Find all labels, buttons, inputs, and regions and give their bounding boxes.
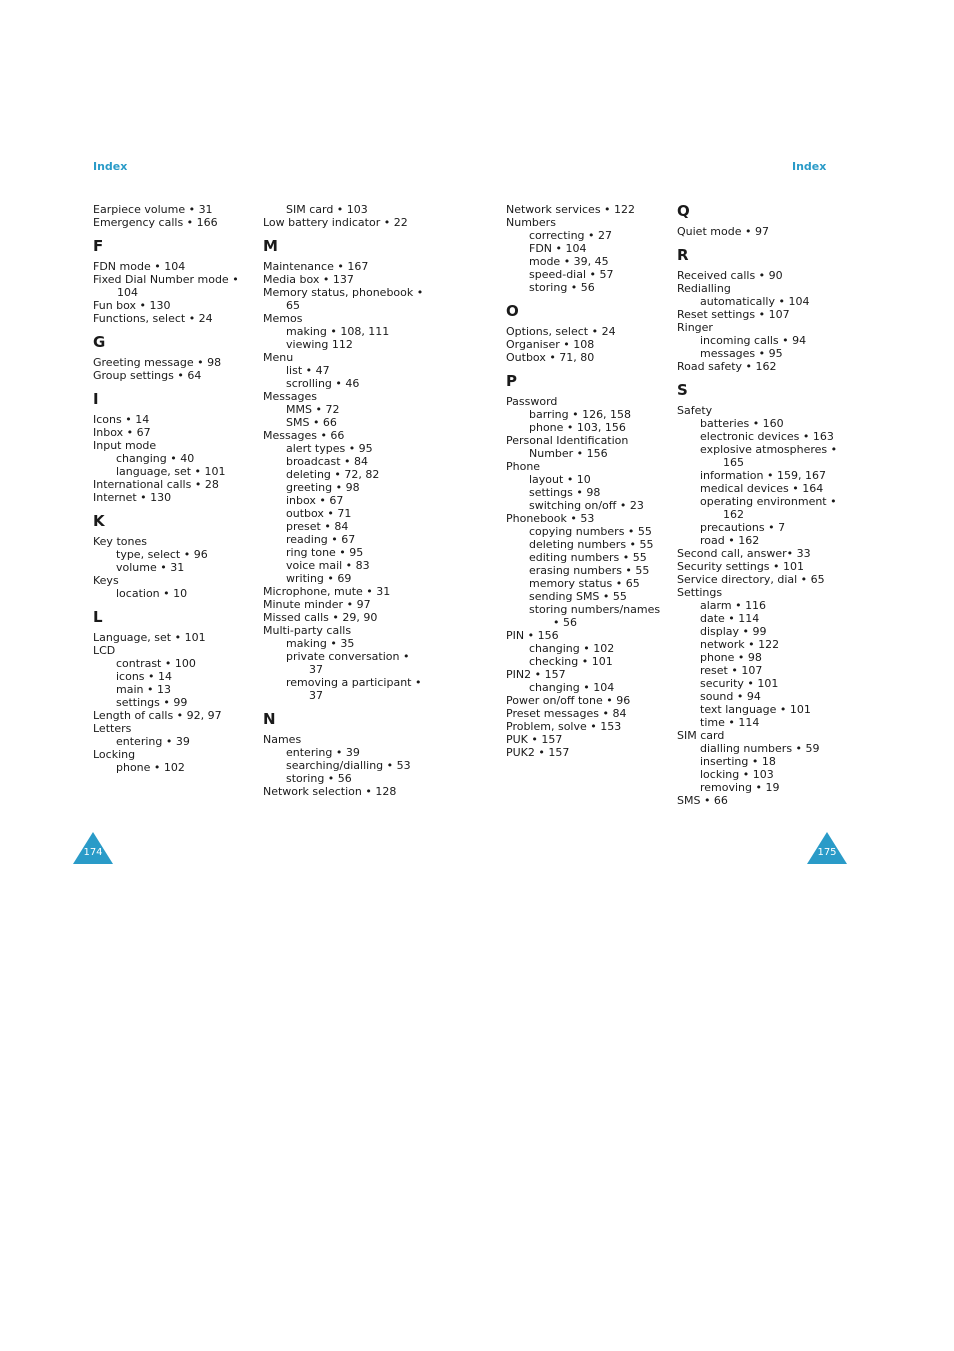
index-entry: Inbox • 67 [93,426,151,439]
index-subentry: changing • 102 [529,642,615,655]
index-column-4 [677,203,837,807]
index-entry: Messages • 66 [263,429,345,442]
index-subentry: erasing numbers • 55 [529,564,650,577]
index-subentry: text language • 101 [700,703,811,716]
index-entry: SMS • 66 [677,794,728,807]
index-subentry: changing • 40 [116,452,195,465]
index-letter-heading: Q [677,202,690,220]
index-letter-heading: G [93,333,106,351]
index-entry: Input mode [93,439,157,452]
index-entry: PUK2 • 157 [506,746,570,759]
index-subentry: dialling numbers • 59 [700,742,820,755]
index-entry: Missed calls • 29, 90 [263,611,378,624]
index-subentry: 165 [723,456,744,469]
index-subentry: date • 114 [700,612,760,625]
index-subentry: searching/dialling • 53 [286,759,411,772]
index-letter-heading: N [263,710,276,728]
index-subentry: greeting • 98 [286,481,360,494]
index-subentry: 162 [723,508,744,521]
index-entry: Phone [506,460,541,473]
index-letter-heading: P [506,372,517,390]
header-title-right: Index [792,160,827,173]
index-entry: Settings [677,586,723,599]
index-subentry: network • 122 [700,638,780,651]
index-subentry: settings • 99 [116,696,188,709]
index-entry: Outbox • 71, 80 [506,351,595,364]
index-column-3 [506,203,661,759]
index-entry: Safety [677,404,713,417]
index-subentry: sound • 94 [700,690,761,703]
index-subentry: checking • 101 [529,655,613,668]
index-subentry: mode • 39, 45 [529,255,609,268]
index-entry: Media box • 137 [263,273,354,286]
index-subentry: 37 [309,663,323,676]
index-subentry: voice mail • 83 [286,559,370,572]
index-subentry: alarm • 116 [700,599,767,612]
index-subentry: switching on/off • 23 [529,499,644,512]
index-entry: Group settings • 64 [93,369,202,382]
index-subentry: location • 10 [116,587,188,600]
index-subentry: correcting • 27 [529,229,613,242]
index-subentry: MMS • 72 [286,403,340,416]
index-subentry: messages • 95 [700,347,783,360]
index-entry: Power on/off tone • 96 [506,694,631,707]
index-entry: Messages [263,390,317,403]
index-subentry: making • 108, 111 [286,325,390,338]
index-subentry: operating environment • [700,495,837,508]
index-subentry: outbox • 71 [286,507,352,520]
index-subentry: security • 101 [700,677,779,690]
index-subentry: main • 13 [116,683,171,696]
index-subentry: phone • 102 [116,761,185,774]
index-subentry: copying numbers • 55 [529,525,652,538]
index-subentry: private conversation • [286,650,410,663]
index-entry: Icons • 14 [93,413,150,426]
index-entry: Received calls • 90 [677,269,783,282]
index-entry: Quiet mode • 97 [677,225,769,238]
header-title-left: Index [93,160,128,173]
index-subentry: display • 99 [700,625,767,638]
index-subentry: memory status • 65 [529,577,640,590]
index-entry: Menu [263,351,294,364]
index-column-2 [263,203,423,798]
index-subentry: editing numbers • 55 [529,551,647,564]
index-subentry: making • 35 [286,637,355,650]
index-subentry: entering • 39 [286,746,360,759]
index-subentry: reading • 67 [286,533,356,546]
index-subentry: type, select • 96 [116,548,208,561]
index-subentry: language, set • 101 [116,465,226,478]
index-subentry: ring tone • 95 [286,546,364,559]
index-entry: Multi-party calls [263,624,352,637]
index-entry: Network selection • 128 [263,785,397,798]
page-number-badge-left [73,832,113,864]
index-entry: Memory status, phonebook • [263,286,424,299]
index-entry: Language, set • 101 [93,631,206,644]
index-entry: Earpiece volume • 31 [93,203,213,216]
index-entry: Letters [93,722,132,735]
index-subentry: phone • 98 [700,651,762,664]
index-entry: Fun box • 130 [93,299,171,312]
index-entry: Internet • 130 [93,491,172,504]
index-entry: Maintenance • 167 [263,260,369,273]
index-subentry: changing • 104 [529,681,615,694]
index-entry: SIM card [677,729,725,742]
index-entry: FDN mode • 104 [93,260,186,273]
index-subentry: storing • 56 [286,772,352,785]
index-subentry: entering • 39 [116,735,190,748]
index-subentry: alert types • 95 [286,442,373,455]
index-entry: Functions, select • 24 [93,312,213,325]
index-entry: Network services • 122 [506,203,636,216]
index-letter-heading: S [677,381,688,399]
index-subentry: icons • 14 [116,670,173,683]
index-subentry: SIM card • 103 [286,203,368,216]
index-entry: Problem, solve • 153 [506,720,622,733]
index-subentry: explosive atmospheres • [700,443,838,456]
index-entry: LCD [93,644,116,657]
index-entry: Length of calls • 92, 97 [93,709,222,722]
index-subentry: sending SMS • 55 [529,590,627,603]
index-subentry: storing numbers/names [529,603,661,616]
index-subentry: volume • 31 [116,561,185,574]
index-subentry: list • 47 [286,364,330,377]
index-entry: Locking [93,748,136,761]
index-subentry: electronic devices • 163 [700,430,834,443]
index-subentry: scrolling • 46 [286,377,360,390]
index-entry: Organiser • 108 [506,338,595,351]
index-entry: Password [506,395,558,408]
page-number-badge-right [807,832,847,864]
index-subentry: • 56 [553,616,577,629]
index-subentry: 65 [286,299,300,312]
index-column-1 [93,203,243,774]
index-subentry: incoming calls • 94 [700,334,807,347]
index-subentry: speed-dial • 57 [529,268,614,281]
index-subentry: removing a participant • [286,676,422,689]
index-subentry: barring • 126, 158 [529,408,632,421]
index-entry: Minute minder • 97 [263,598,371,611]
index-entry: Names [263,733,302,746]
index-letter-heading: O [506,302,519,320]
index-subentry: viewing 112 [286,338,353,351]
index-entry: Personal Identification [506,434,629,447]
page-number-right: 175 [817,847,837,858]
index-entry: Memos [263,312,303,325]
index-entry: Preset messages • 84 [506,707,627,720]
index-subentry: batteries • 160 [700,417,784,430]
index-entry: PUK • 157 [506,733,563,746]
index-entry: Ringer [677,321,713,334]
index-subentry: settings • 98 [529,486,601,499]
index-entry: Keys [93,574,119,587]
index-entry: International calls • 28 [93,478,219,491]
index-subentry: contrast • 100 [116,657,196,670]
index-entry: Numbers [506,216,556,229]
index-subentry: storing • 56 [529,281,595,294]
index-subentry: phone • 103, 156 [529,421,626,434]
index-subentry: information • 159, 167 [700,469,826,482]
index-subentry: deleting numbers • 55 [529,538,654,551]
index-entry: PIN2 • 157 [506,668,566,681]
index-entry: Service directory, dial • 65 [677,573,825,586]
index-subentry: Number • 156 [529,447,608,460]
index-subentry: SMS • 66 [286,416,337,429]
index-entry: Second call, answer• 33 [677,547,811,560]
index-subentry: removing • 19 [700,781,780,794]
index-letter-heading: M [263,237,278,255]
index-subentry: inserting • 18 [700,755,776,768]
index-subentry: 37 [309,689,323,702]
index-subentry: medical devices • 164 [700,482,824,495]
index-subentry: layout • 10 [529,473,591,486]
index-entry: Emergency calls • 166 [93,216,218,229]
index-entry: Microphone, mute • 31 [263,585,391,598]
index-entry: Road safety • 162 [677,360,777,373]
index-subentry: FDN • 104 [529,242,587,255]
index-entry: Options, select • 24 [506,325,616,338]
index-entry: Security settings • 101 [677,560,805,573]
index-letter-heading: F [93,237,104,255]
index-letter-heading: K [93,512,105,530]
index-subentry: road • 162 [700,534,760,547]
index-subentry: time • 114 [700,716,760,729]
index-subentry: broadcast • 84 [286,455,369,468]
index-entry: PIN • 156 [506,629,559,642]
page-number-left: 174 [83,847,103,858]
index-entry: Reset settings • 107 [677,308,790,321]
index-subentry: locking • 103 [700,768,774,781]
index-entry: Greeting message • 98 [93,356,222,369]
index-letter-heading: R [677,246,689,264]
index-letter-heading: L [93,608,103,626]
index-subentry: writing • 69 [286,572,352,585]
index-subentry: precautions • 7 [700,521,786,534]
index-entry: Fixed Dial Number mode • [93,273,239,286]
index-subentry: inbox • 67 [286,494,344,507]
index-entry: Low battery indicator • 22 [263,216,408,229]
index-entry: Phonebook • 53 [506,512,595,525]
index-subentry: automatically • 104 [700,295,810,308]
index-entry: Key tones [93,535,147,548]
index-subentry: deleting • 72, 82 [286,468,380,481]
index-subentry: preset • 84 [286,520,349,533]
index-entry: Redialling [677,282,731,295]
index-letter-heading: I [93,390,99,408]
index-subentry: reset • 107 [700,664,763,677]
index-subentry: 104 [117,286,138,299]
